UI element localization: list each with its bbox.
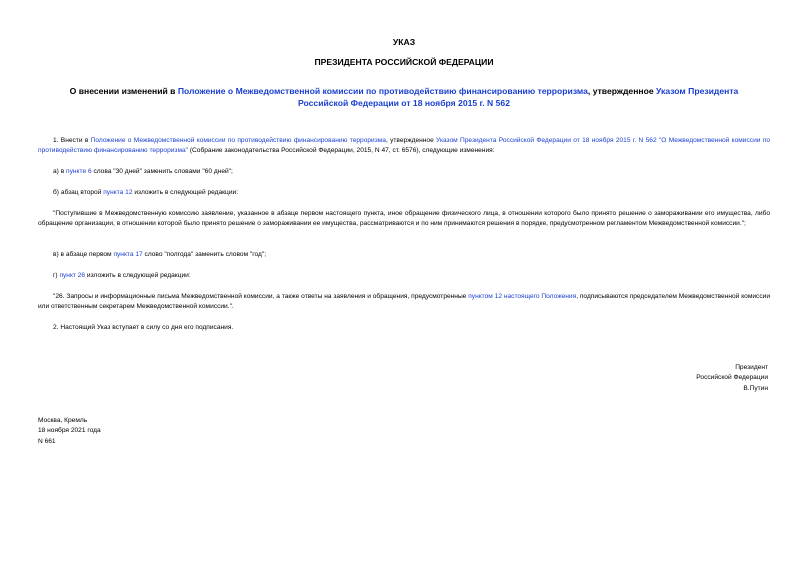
paragraph-1 <box>38 136 770 157</box>
paragraph-v <box>38 250 770 260</box>
paragraph-quote-26 <box>38 292 770 313</box>
paragraph-a <box>38 167 770 177</box>
subtitle-text-before: О внесении изменений в <box>69 86 178 96</box>
paragraph-1-link-regulation[interactable]: Положение о Межведомственной комиссии по противодействию финансированию терроризма <box>90 137 386 144</box>
paragraph-1-link-decree[interactable]: Указом Президента Российской Федерации от 18 ноября 2015 г. N 562 "О Межведомственной комиссии по противодействию финансированию терроризма" <box>38 137 770 155</box>
paragraph-b-link-point-12[interactable]: пункта 12 <box>103 189 133 196</box>
document-title: УКАЗ <box>392 37 416 47</box>
place-number: N 661 <box>38 437 56 445</box>
document-issuer: ПРЕЗИДЕНТА РОССИЙСКОЙ ФЕДЕРАЦИИ <box>314 57 494 67</box>
paragraph-b-text-after: изложить в следующей редакции: <box>132 189 239 196</box>
paragraph-g-text-after: изложить в следующей редакции: <box>85 272 191 279</box>
subtitle-text-middle: , утвержденное <box>587 86 657 96</box>
subtitle-link-regulation[interactable]: Положение о Межведомственной комиссии по противодействию финансированию терроризма <box>177 86 588 96</box>
paragraph-quote-12: "Поступившие в Межведомственную комиссию заявление, указанное в абзаце первом настоящего пункта, иное обращение физического лица, в отношении которого было принято решение о замораживании его имущества, либо обращение организации, в отношении которой было принято решение о замораживании ее имущества, рассматриваются и по ним принимаются решения в порядке, предусмотренном регламентом Межведомственной комиссии."; <box>38 210 770 228</box>
paragraph-g <box>38 271 770 281</box>
paragraph-g-link-point-26[interactable]: пункт 26 <box>59 272 86 279</box>
signature-position: Президент <box>735 364 768 371</box>
paragraph-quote-26-text-after: , подписываются председателем Межведомственной комиссии или ответственным секретарем Межведомственной комиссии.". <box>38 293 770 311</box>
paragraph-b-text-before: б) абзац второй <box>53 189 104 196</box>
paragraph-1-text-middle: , утвержденное <box>385 137 437 144</box>
paragraph-2: 2. Настоящий Указ вступает в силу со дня его подписания. <box>53 324 234 331</box>
paragraph-1-text-after: (Собрание законодательства Российской Федерации, 2015, N 47, ст. 6576), следующие изменения: <box>188 147 495 155</box>
subtitle-link-decree[interactable]: Указом Президента Российской Федерации от 18 ноября 2015 г. N 562 <box>298 86 739 108</box>
paragraph-v-link-point-17[interactable]: пункта 17 <box>113 251 143 258</box>
place-date: 18 ноября 2021 года <box>38 427 101 435</box>
place-date-block <box>38 416 101 447</box>
paragraph-g-text-before: г) <box>53 272 60 279</box>
paragraph-a-text-before: а) в <box>53 168 67 175</box>
paragraph-v-text-after: слово "полгода" заменить словом "год"; <box>142 251 267 258</box>
paragraph-a-link-point-6[interactable]: пункте 6 <box>66 168 92 175</box>
signature-country: Российской Федерации <box>696 374 768 382</box>
paragraph-quote-26-link-point-12[interactable]: пунктом 12 настоящего Положения <box>468 293 577 300</box>
place-location: Москва, Кремль <box>38 417 88 424</box>
document-subtitle <box>68 86 740 109</box>
signature-block <box>696 363 768 394</box>
paragraph-a-text-after: слова "30 дней" заменить словами "60 дней"; <box>91 168 233 175</box>
paragraph-b <box>38 188 770 198</box>
paragraph-quote-26-text-before: "26. Запросы и информационные письма Межведомственной комиссии, а также ответы на заявления и обращения, предусмотренные <box>53 293 469 300</box>
paragraph-1-text-before: 1. Внести в <box>53 137 91 144</box>
signature-name: В.Путин <box>743 384 768 392</box>
paragraph-v-text-before: в) в абзаце первом <box>53 251 114 258</box>
document-page <box>38 0 770 571</box>
